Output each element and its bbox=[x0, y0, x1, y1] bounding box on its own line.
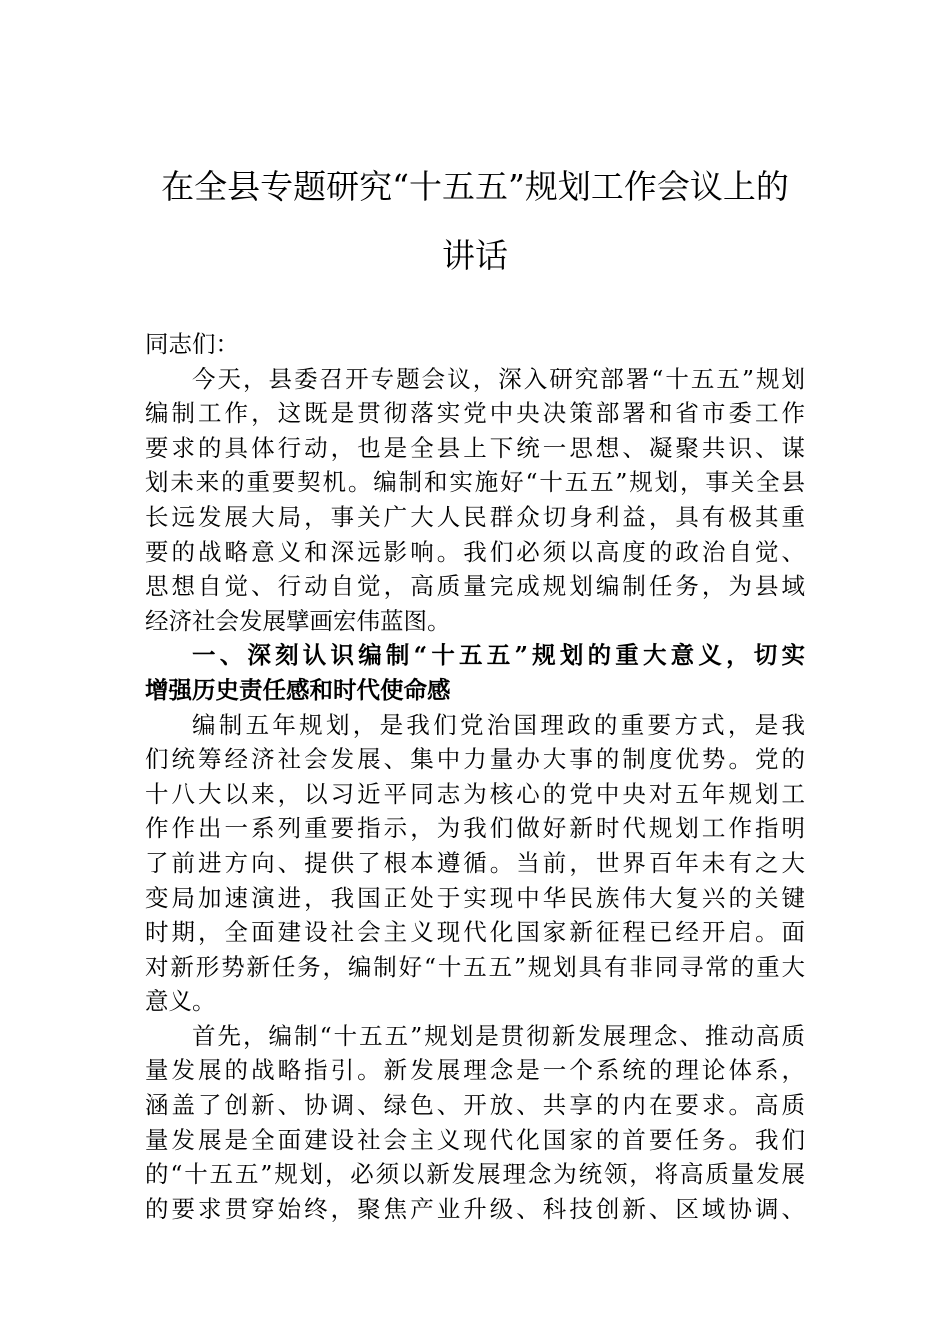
paragraph-line: 编制工作，这既是贯彻落实党中央决策部署和省市委工作 bbox=[145, 399, 805, 428]
paragraph-line: 量发展的战略指引。新发展理念是一个系统的理论体系， bbox=[145, 1056, 805, 1085]
paragraph-line: 划未来的重要契机。编制和实施好“十五五”规划，事关全县 bbox=[145, 468, 805, 497]
document-body bbox=[145, 327, 805, 1226]
paragraph-line: 了前进方向、提供了根本遵循。当前，世界百年未有之大 bbox=[145, 848, 805, 877]
paragraph-line: 涵盖了创新、协调、绿色、开放、共享的内在要求。高质 bbox=[145, 1091, 805, 1120]
paragraph-line: 今天，县委召开专题会议，深入研究部署“十五五”规划 bbox=[192, 364, 805, 393]
paragraph-line: 长远发展大局，事关广大人民群众切身利益，具有极其重 bbox=[145, 502, 805, 531]
paragraph-line: 作作出一系列重要指示，为我们做好新时代规划工作指明 bbox=[145, 814, 805, 843]
paragraph-line: 十八大以来，以习近平同志为核心的党中央对五年规划工 bbox=[145, 779, 805, 808]
paragraph-line: 量发展是全面建设社会主义现代化国家的首要任务。我们 bbox=[145, 1125, 805, 1154]
section-heading-line: 一、深刻认识编制“十五五”规划的重大意义，切实 bbox=[192, 641, 805, 670]
paragraph-line: 的“十五五”规划，必须以新发展理念为统领，将高质量发展 bbox=[145, 1160, 805, 1189]
paragraph-line: 时期，全面建设社会主义现代化国家新征程已经开启。面 bbox=[145, 918, 805, 947]
document-title-line-2: 讲话 bbox=[442, 236, 508, 275]
paragraph-line: 的要求贯穿始终，聚焦产业升级、科技创新、区域协调、 bbox=[145, 1194, 805, 1223]
document-title-line-1: 在全县专题研究“十五五”规划工作会议上的 bbox=[161, 167, 789, 206]
paragraph-line: 首先，编制“十五五”规划是贯彻新发展理念、推动高质 bbox=[192, 1021, 805, 1050]
paragraph-line: 思想自觉、行动自觉，高质量完成规划编制任务，为县域 bbox=[145, 572, 805, 601]
paragraph-line: 意义。 bbox=[145, 987, 216, 1016]
paragraph-line: 变局加速演进，我国正处于实现中华民族伟大复兴的关键 bbox=[145, 883, 805, 912]
paragraph-line: 们统筹经济社会发展、集中力量办大事的制度优势。党的 bbox=[145, 745, 805, 774]
paragraph-line: 要求的具体行动，也是全县上下统一思想、凝聚共识、谋 bbox=[145, 433, 805, 462]
paragraph-line: 要的战略意义和深远影响。我们必须以高度的政治自觉、 bbox=[145, 537, 805, 566]
section-heading-line: 增强历史责任感和时代使命感 bbox=[145, 675, 451, 704]
paragraph-line: 编制五年规划，是我们党治国理政的重要方式，是我 bbox=[192, 710, 805, 739]
paragraph-line: 同志们： bbox=[145, 330, 239, 358]
paragraph-line: 对新形势新任务，编制好“十五五”规划具有非同寻常的重大 bbox=[145, 952, 805, 981]
paragraph-line: 经济社会发展擘画宏伟蓝图。 bbox=[145, 606, 451, 635]
